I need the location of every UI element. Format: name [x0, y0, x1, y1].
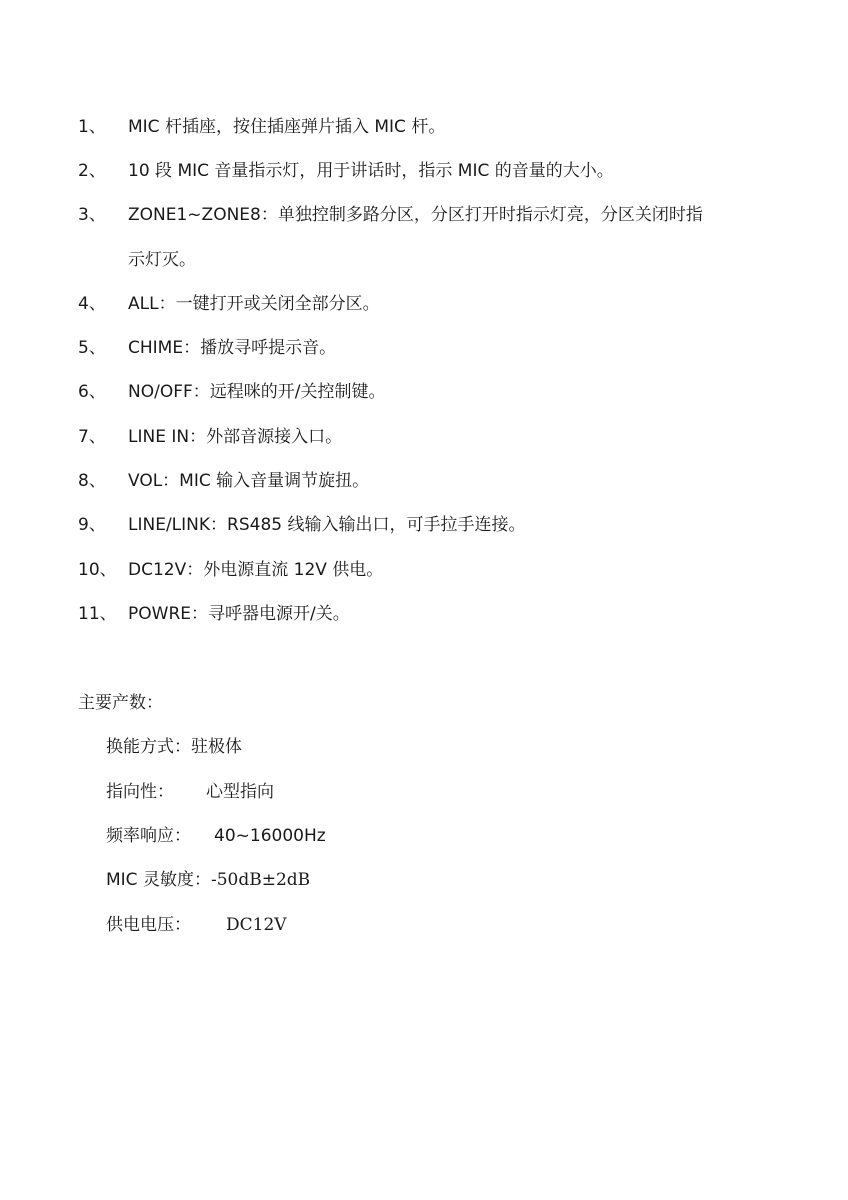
item-text: MIC 杆插座，按住插座弹片插入 MIC 杆。 [128, 117, 446, 137]
item-text: ZONE1~ZONE8：单独控制多路分区，分区打开时指示灯亮，分区关闭时指 [128, 205, 703, 225]
item-text: NO/OFF：远程咪的开/关控制键。 [128, 382, 386, 402]
item-text-continuation: 示灯灭。 [128, 250, 196, 270]
item-text: ALL：一键打开或关闭全部分区。 [128, 294, 380, 314]
param-label: 供电电压： [106, 915, 191, 935]
item-number: 2、 [78, 161, 106, 181]
list-item-3-continuation [0, 245, 848, 275]
list-item-5 [0, 333, 848, 363]
param-value: 心型指向 [206, 782, 274, 802]
param-label: 换能方式： [106, 737, 191, 757]
item-number: 9、 [78, 515, 106, 535]
item-text: DC12V：外电源直流 12V 供电。 [128, 560, 384, 580]
item-number: 8、 [78, 471, 106, 491]
item-number: 4、 [78, 294, 106, 314]
item-text: VOL：MIC 输入音量调节旋扭。 [128, 471, 370, 491]
list-item-1 [0, 112, 848, 142]
list-item-6 [0, 377, 848, 407]
param-value: -50dB±2dB [210, 870, 311, 890]
param-value: 40~16000Hz [214, 826, 326, 846]
list-item-4 [0, 289, 848, 319]
item-text: LINE IN：外部音源接入口。 [128, 427, 343, 447]
list-item-10 [0, 555, 848, 585]
param-row-directivity [106, 777, 274, 807]
list-item-9 [0, 510, 848, 540]
param-value: 驻极体 [191, 737, 242, 757]
item-number: 5、 [78, 338, 106, 358]
item-number: 10、 [78, 560, 117, 580]
param-row-frequency [106, 821, 326, 851]
item-text: POWRE：寻呼器电源开/关。 [128, 604, 350, 624]
item-number: 6、 [78, 382, 106, 402]
item-number: 3、 [78, 205, 106, 225]
item-number: 7、 [78, 427, 106, 447]
item-number: 1、 [78, 117, 106, 137]
param-value: DC12V [226, 915, 287, 935]
param-row-transducer [106, 732, 242, 762]
list-item-2 [0, 156, 848, 186]
param-label: 频率响应： [106, 826, 191, 846]
item-text: LINE/LINK：RS485 线输入输出口，可手拉手连接。 [128, 515, 526, 535]
item-text: 10 段 MIC 音量指示灯，用于讲话时，指示 MIC 的音量的大小。 [128, 161, 614, 181]
list-item-11 [0, 599, 848, 629]
list-item-3 [0, 200, 848, 230]
param-row-sensitivity [106, 865, 310, 895]
param-row-voltage [106, 910, 287, 940]
item-number: 11、 [78, 604, 117, 624]
list-item-7 [0, 422, 848, 452]
list-item-8 [0, 466, 848, 496]
param-label: MIC 灵敏度： [106, 870, 211, 890]
params-heading: 主要产数： [78, 693, 163, 713]
item-text: CHIME：播放寻呼提示音。 [128, 338, 337, 358]
param-label: 指向性： [106, 782, 174, 802]
